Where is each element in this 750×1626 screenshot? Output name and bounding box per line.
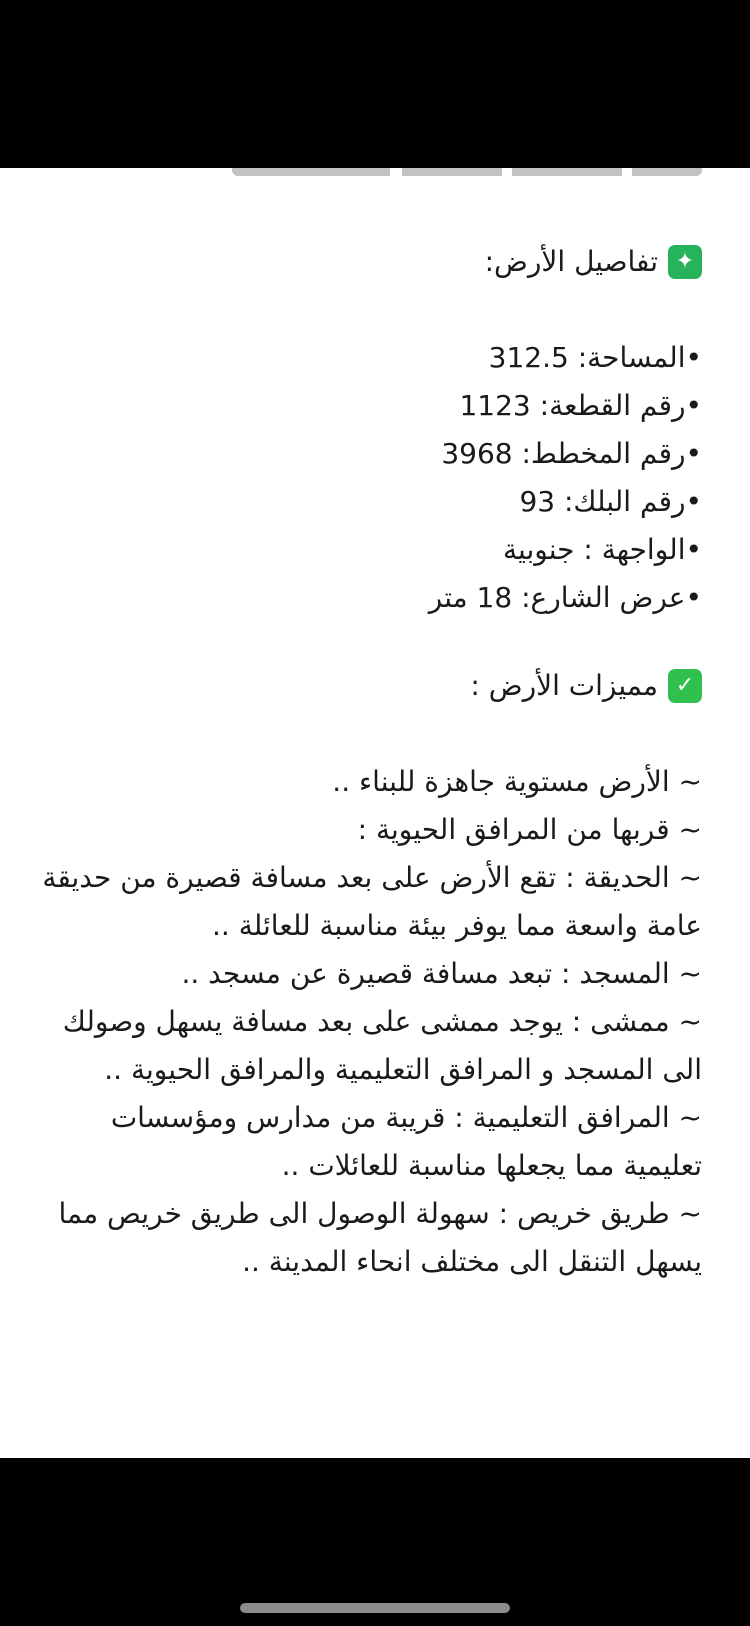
land-features-heading <box>32 662 702 710</box>
land-details-section <box>32 238 702 622</box>
feature-item-park: ~ الحديقة : تقع الأرض على بعد مسافة قصيرة من حديقة عامة واسعة مما يوفر بيئة مناسبة للعائلة .. <box>42 861 702 942</box>
feature-item-khurais-road: ~ طريق خريص : سهولة الوصول الى طريق خريص مما يسهل التنقل الى مختلف انحاء المدينة .. <box>58 1197 702 1278</box>
bottom-black-bar <box>0 1458 750 1626</box>
feature-item-schools: ~ المرافق التعليمية : قريبة من مدارس ومؤسسات تعليمية مما يجعلها مناسبة للعائلات .. <box>110 1101 702 1182</box>
message-content <box>0 168 750 1458</box>
feature-item-near-facilities: ~ قربها من المرافق الحيوية : <box>357 813 702 846</box>
home-indicator[interactable] <box>240 1603 510 1613</box>
land-features-section <box>32 662 702 1286</box>
detail-item-area: •المساحة: 312.5 <box>488 341 702 374</box>
cropped-text-line <box>232 168 702 180</box>
detail-item-plot-number: •رقم القطعة: 1123 <box>459 389 702 422</box>
land-details-title: تفاصيل الأرض: <box>484 245 658 278</box>
check-mark-icon: ✓ <box>668 669 702 703</box>
detail-item-plan-number: •رقم المخطط: 3968 <box>441 437 702 470</box>
feature-item-walkway: ~ ممشى : يوجد ممشى على بعد مسافة يسهل وصولك الى المسجد و المرافق التعليمية والمرافق الحيوية .. <box>62 1005 702 1086</box>
detail-item-block-number: •رقم البلك: 93 <box>519 485 702 518</box>
feature-item-mosque: ~ المسجد : تبعد مسافة قصيرة عن مسجد .. <box>181 957 702 990</box>
sparkles-icon: ✦ <box>668 245 702 279</box>
detail-item-facade: •الواجهة : جنوبية <box>502 533 702 566</box>
feature-item-level-land: ~ الأرض مستوية جاهزة للبناء .. <box>332 765 702 798</box>
detail-item-street-width: •عرض الشارع: 18 متر <box>428 581 702 614</box>
top-black-bar <box>0 0 750 168</box>
land-features-title: مميزات الأرض : <box>470 669 658 702</box>
land-details-heading <box>32 238 702 286</box>
